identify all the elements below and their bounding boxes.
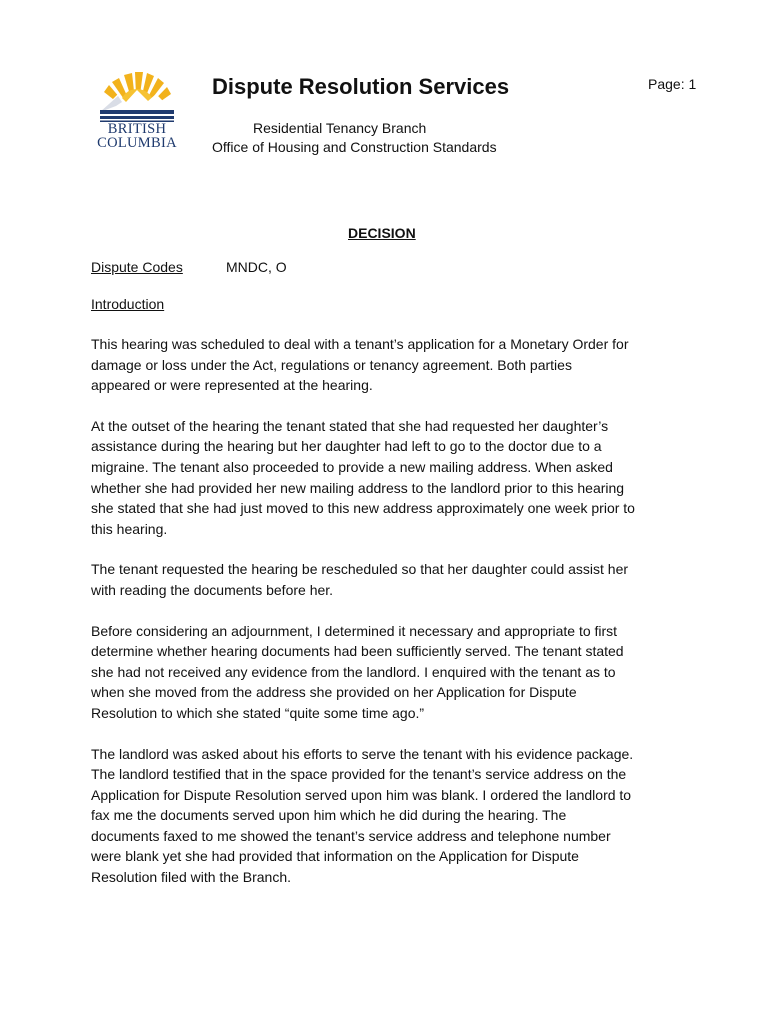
introduction-heading: Introduction [91,296,165,312]
paragraph-line: were blank yet she had provided that information on the Application for Dispute [91,848,579,865]
paragraph-line: Before considering an adjournment, I determined it necessary and appropriate to first [91,622,618,639]
decision-heading: DECISION [348,225,416,241]
body-paragraph [91,334,691,396]
paragraph-line: with reading the documents before her. [91,581,334,598]
body-paragraph [91,416,691,540]
paragraph-line: whether she had provided her new mailing address to the landlord prior to this hearing [91,479,625,496]
paragraph-line: The landlord was asked about his efforts to serve the tenant with his evidence package. [91,745,634,762]
paragraph-line: she stated that she had just moved to this new address approximately one week prior to [91,500,635,517]
logo-line-1: BRITISH [107,121,167,137]
paragraph-line: The tenant requested the hearing be rescheduled so that her daughter could assist her [91,561,629,578]
paragraph-line: Resolution filed with the Branch. [91,869,291,886]
logo-text [92,122,182,150]
dispute-codes-value: MNDC, O [226,259,287,275]
body-paragraph [91,559,691,600]
paragraph-line: Resolution to which she stated “quite some time ago.” [91,704,425,721]
body-paragraph [91,621,691,724]
paragraph-line: appeared or were represented at the hearing. [91,377,373,394]
paragraph-line: she had not received any evidence from the landlord. I enquired with the tenant as to [91,663,616,680]
paragraph-line: The landlord testified that in the space provided for the tenant’s service address on the [91,766,627,783]
paragraph-line: assistance during the hearing but her daughter had left to go to the doctor due to a [91,438,602,455]
bc-sun-mountains-icon [92,72,182,122]
dispute-codes-label: Dispute Codes [91,259,183,275]
page-number: Page: 1 [648,76,697,92]
paragraph-line: damage or loss under the Act, regulations or tenancy agreement. Both parties [91,356,572,373]
branch-name: Residential Tenancy Branch [253,120,427,136]
paragraph-line: documents faxed to me showed the tenant’s service address and telephone number [91,827,611,844]
body-paragraph [91,744,691,888]
paragraph-line: determine whether hearing documents had been sufficiently served. The tenant stated [91,643,624,660]
logo-line-2: COLUMBIA [97,135,177,151]
paragraph-line: migraine. The tenant also proceeded to provide a new mailing address. When asked [91,458,613,475]
bc-government-logo [92,72,182,154]
paragraph-line: Application for Dispute Resolution served upon him was blank. I ordered the landlord to [91,786,632,803]
paragraph-line: This hearing was scheduled to deal with a tenant’s application for a Monetary Order for [91,336,629,352]
document-title: Dispute Resolution Services [212,74,510,99]
paragraph-line: when she moved from the address she provided on her Application for Dispute [91,684,577,701]
paragraph-line: this hearing. [91,520,168,537]
office-name: Office of Housing and Construction Standards [212,139,497,155]
paragraph-line: At the outset of the hearing the tenant stated that she had requested her daughter’s [91,417,609,434]
decision-body [91,334,691,908]
paragraph-line: fax me the documents served upon him which he did during the hearing. The [91,807,567,824]
